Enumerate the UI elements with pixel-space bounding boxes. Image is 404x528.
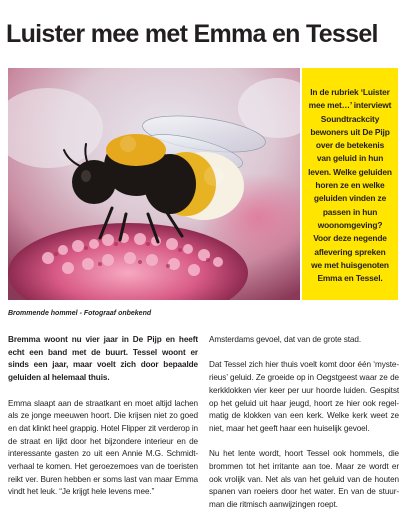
lead-paragraph: Bremma woont nu vier jaar in De Pijp en heeft echt een band met de buurt. Tessel woont er sinds een jaar, maar voelt zich door bepaalde geluiden al helemaal thuis. xyxy=(8,335,198,383)
article-headline xyxy=(6,22,398,47)
bumblebee-photo xyxy=(8,68,300,300)
body-paragraph: Dat Tessel zich hier thuis voelt komt door één ‘myste-rieus’ geluid. Ze groeide op in Oegstgeest waar ze de kerkklokken vier keer per uur hoorde luiden. Gespitst op het geluid uit haar jeugd, hoort ze hier ook regel-matig de klokken van een kerk. Welke kerk weet ze niet, maar het geeft haar een huiselijk gevoel. xyxy=(209,360,399,433)
body-paragraph: Nu het lente wordt, hoort Tessel ook hommels, die brommen tot het irritante aan toe. Maar ze wordt er ook vrolijk van. Net als van het geluid van de houten spanen van roeiers door het water. En van de stuur-man die ritmisch aanwijzingen roept. xyxy=(209,449,399,510)
bumblebee-illustration xyxy=(8,68,300,300)
left-column xyxy=(8,334,198,512)
body-paragraph: Amsterdams gevoel, dat van de grote stad. xyxy=(209,335,362,344)
intro-sidebar: In de rubriek ‘Luister mee met…’ interviewt Soundtrackcity bewoners uit De Pijp over de betekenis van geluid in hun leven. Welke geluiden horen ze en welke geluiden vinden ze passen in hun woonomgeving? Voor deze negende aflevering spreken we met huisgenoten Emma en Tessel. xyxy=(302,68,398,300)
right-column xyxy=(209,334,399,525)
body-paragraph: Emma slaapt aan de straatkant en moet altijd lachen als ze jonge meeuwen hoort. Die krijsen niet zo goed en dat klinkt heel grappig. Hotel Flipper zit verderop in de straat en lijkt door het bijzondere interieur en de interessante gasten zo uit een Annie M.G. Schmidt-verhaal te komen. Het geroezemoes van de toeristen reikt ver. Buren hebben er soms last van maar Emma vindt het leuk. “Je krijgt hele levens mee.” xyxy=(8,398,198,497)
headline-bold-part: Luister mee met xyxy=(6,20,188,48)
photo-caption: Brommende hommel - Fotograaf onbekend xyxy=(8,310,152,317)
headline-light-part: Emma en Tessel xyxy=(193,20,378,48)
